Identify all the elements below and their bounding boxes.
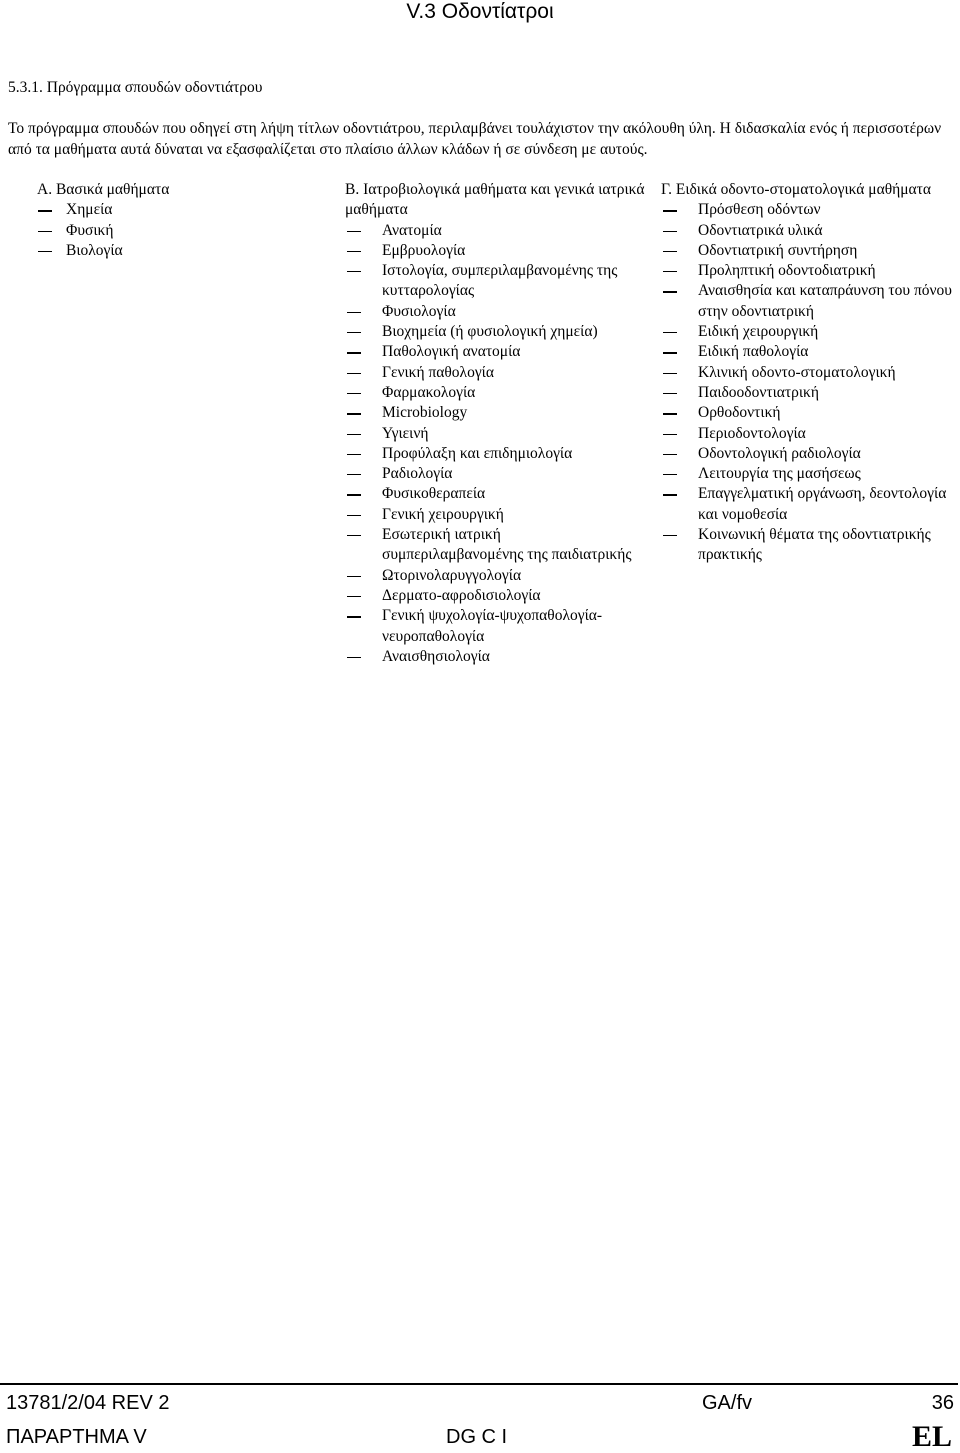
list-item (661, 241, 956, 261)
list-item (345, 586, 645, 606)
list-item (661, 464, 956, 484)
list-item-text: Επαγγελματική οργάνωση, δεοντολογία και νομοθεσία (698, 485, 947, 523)
list-item (36, 221, 206, 241)
list-item (661, 484, 956, 525)
list-item-text: Οδοντιατρική συντήρηση (698, 241, 858, 259)
list-item (345, 464, 645, 484)
list-item-text: Microbiology (382, 404, 468, 422)
list-item-text: Οδοντιατρικά υλικά (698, 221, 823, 239)
list-item (345, 403, 645, 423)
list-item-text: Κλινική οδοντο-στοματολογική (698, 363, 896, 381)
list-item-text: Ραδιολογία (382, 465, 453, 483)
list-item (345, 241, 645, 261)
list-item (661, 322, 956, 342)
list-item-text: Γενική παθολογία (382, 363, 494, 381)
subject-list (661, 200, 956, 565)
list-item-text: Κοινωνική θέματα της οδοντιατρικής πρακτικής (698, 526, 931, 564)
list-item-text: Περιοδοντολογία (698, 424, 806, 442)
list-item (661, 403, 956, 423)
list-item (661, 281, 956, 322)
list-item-text: Προληπτική οδοντοδιατρική (698, 262, 876, 280)
list-item (345, 606, 645, 647)
list-item-text: Παιδοοδοντιατρική (698, 383, 819, 401)
list-item (36, 241, 206, 261)
list-item (661, 383, 956, 403)
list-item-text: Βιολογία (66, 241, 123, 259)
list-item-text: Δερματο-αφροδισιολογία (382, 586, 541, 604)
author-initials: GA/fv (702, 1392, 753, 1414)
list-item (345, 322, 645, 342)
list-item-text: Χημεία (66, 201, 113, 219)
document-reference: 13781/2/04 REV 2 (6, 1392, 170, 1414)
list-item (661, 342, 956, 362)
subject-list (36, 200, 206, 261)
column-heading: Γ. Ειδικά οδοντο-στοματολογικά μαθήματα (661, 181, 932, 198)
list-item (345, 221, 645, 241)
column-basic-subjects (36, 180, 206, 261)
list-item-text: Ειδική χειρουργική (698, 323, 819, 341)
directorate-label: DG C I (446, 1426, 508, 1448)
list-item-text: Εμβρυολογία (382, 241, 466, 259)
list-item-text: Φυσιολογία (382, 302, 456, 320)
list-item (661, 525, 956, 566)
column-dental-subjects (661, 180, 956, 566)
list-item (345, 302, 645, 322)
list-item-text: Οδοντολογική ραδιολογία (698, 444, 861, 462)
list-item (345, 424, 645, 444)
list-item (345, 363, 645, 383)
footer-divider (0, 1383, 958, 1385)
list-item-text: Λειτουργία της μασήσεως (698, 465, 861, 483)
list-item (661, 444, 956, 464)
list-item (345, 505, 645, 525)
list-item-text: Αναισθησιολογία (382, 647, 490, 665)
list-item (661, 424, 956, 444)
list-item (36, 200, 206, 220)
list-item (345, 444, 645, 464)
intro-paragraph: Το πρόγραμμα σπουδών που οδηγεί στη λήψη τίτλων οδοντιάτρου, περιλαμβάνει τουλάχιστον την ακόλουθη ύλη. Η διδασκαλία ενός ή περισσοτέρων από τα μαθήματα αυτά δύναται να εξασφαλίζεται στο πλαίσιο άλλων κλάδων ή σε σύνδεση με αυτούς. (8, 120, 942, 158)
page-number: 36 (931, 1392, 954, 1414)
list-item (345, 484, 645, 504)
list-item (661, 363, 956, 383)
list-item (345, 342, 645, 362)
list-item-text: Φυσικοθεραπεία (382, 485, 486, 503)
column-medical-subjects (345, 180, 645, 667)
list-item-text: Βιοχημεία (ή φυσιολογική χημεία) (382, 323, 598, 341)
list-item-text: Αναισθησία και καταπράυνση του πόνου στην οδοντιατρική (698, 282, 952, 320)
list-item (345, 647, 645, 667)
list-item (661, 261, 956, 281)
column-heading: Α. Βασικά μαθήματα (37, 181, 170, 198)
column-heading: Β. Ιατροβιολογικά μαθήματα και γενικά ιατρικά μαθήματα (345, 181, 645, 219)
list-item (345, 525, 645, 566)
list-item-text: Εσωτερική ιατρική συμπεριλαμβανομένης της παιδιατρικής (382, 526, 632, 564)
list-item-text: Προφύλαξη και επιδημιολογία (382, 444, 573, 462)
list-item-text: Ωτορινολαρυγγολογία (382, 566, 522, 584)
list-item-text: Ιστολογία, συμπεριλαμβανομένης της κυτταρολογίας (382, 262, 618, 300)
list-item-text: Πρόσθεση οδόντων (698, 201, 821, 219)
annex-label: ΠΑΡΑΡΤΗΜΑ V (6, 1426, 147, 1448)
list-item-text: Ορθοδοντική (698, 404, 781, 422)
list-item-text: Ανατομία (382, 221, 442, 239)
subject-list (345, 221, 645, 668)
list-item-text: Υγιεινή (382, 424, 429, 442)
list-item-text: Ειδική παθολογία (698, 343, 809, 361)
section-heading: 5.3.1. Πρόγραμμα σπουδών οδοντιάτρου (8, 79, 263, 96)
list-item-text: Γενική ψυχολογία-ψυχοπαθολογία-νευροπαθολογία (382, 607, 603, 645)
list-item (345, 383, 645, 403)
list-item-text: Φυσική (66, 221, 114, 239)
list-item (345, 261, 645, 302)
page-header-title: V.3 Οδοντίατροι (406, 0, 554, 23)
list-item (661, 200, 956, 220)
language-code: EL (911, 1420, 952, 1453)
list-item (345, 566, 645, 586)
list-item-text: Παθολογική ανατομία (382, 343, 521, 361)
list-item-text: Φαρμακολογία (382, 383, 476, 401)
list-item-text: Γενική χειρουργική (382, 505, 504, 523)
list-item (661, 221, 956, 241)
